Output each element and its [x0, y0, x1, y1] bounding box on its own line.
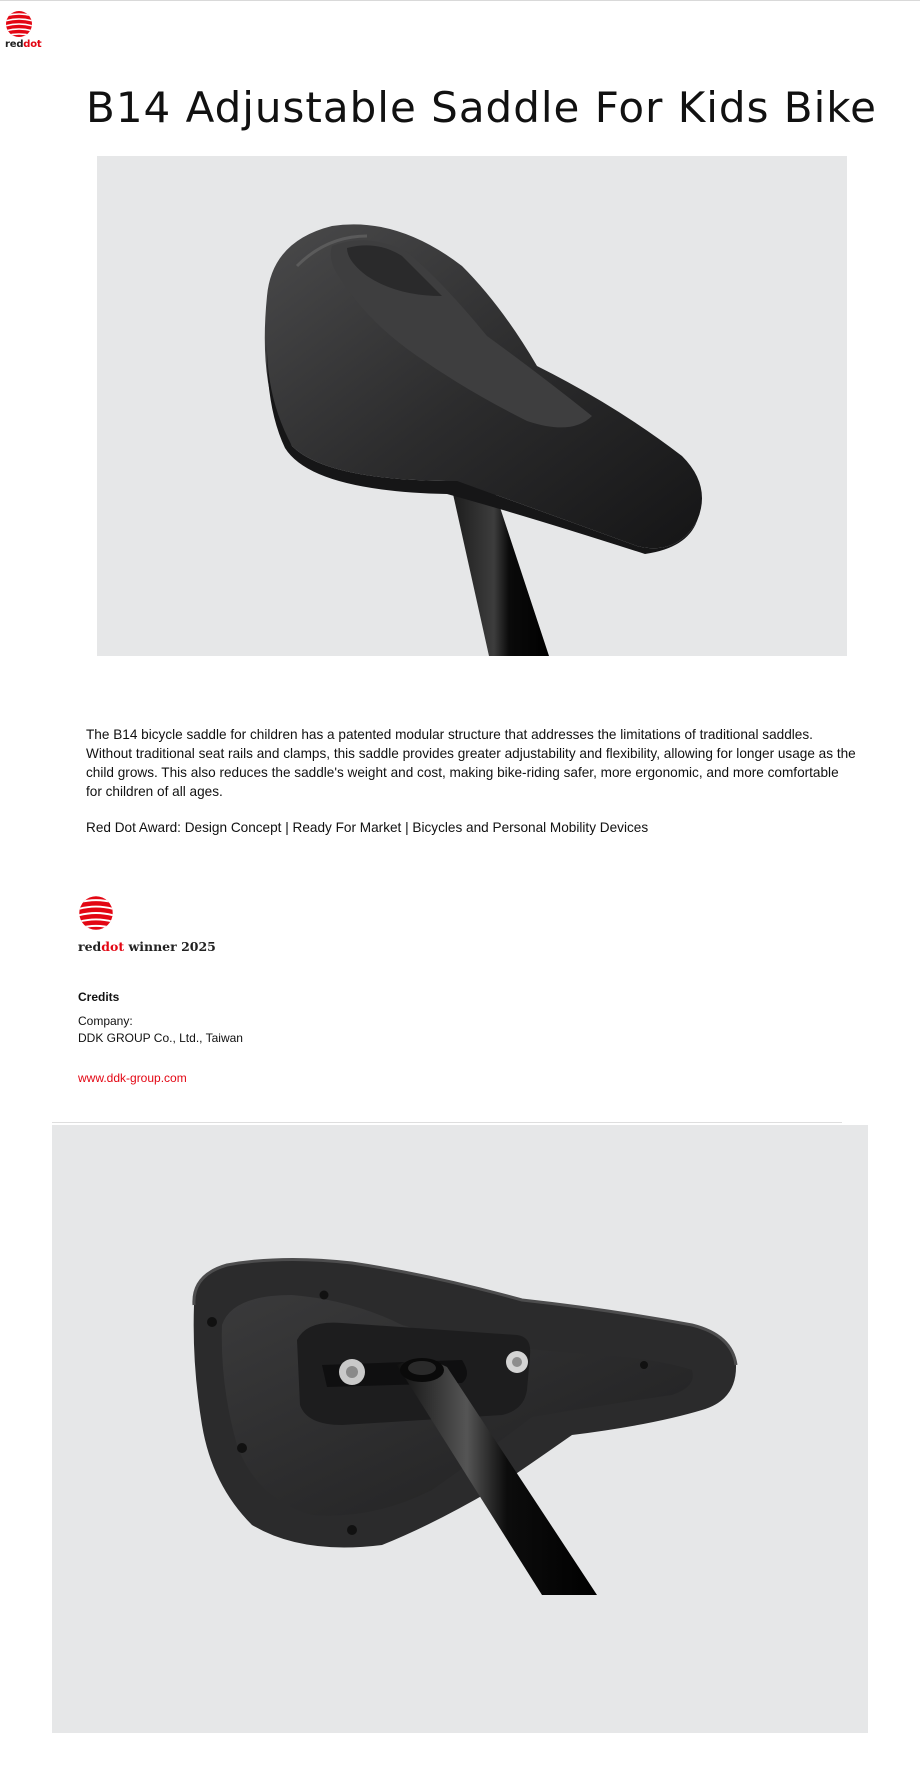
product-description: The B14 bicycle saddle for children has a patented modular structure that addresses the limitations of traditional saddles. Without traditional seat rails and clamps, this saddle provides greater adjustability and flexibility, allowing for longer usage as the child grows. This also reduces the saddle's weight and cost, making bike-riding safer, more ergonomic, and more comfortable for children of all ages. [86, 727, 856, 799]
company-name: DDK GROUP Co., Ltd., Taiwan [78, 1031, 243, 1045]
saddle-underside-view-image [52, 1125, 868, 1733]
award-categories: Red Dot Award: Design Concept | Ready For Market | Bicycles and Personal Mobility Devices [86, 820, 649, 835]
credits-company [78, 1013, 243, 1047]
gallery-image [52, 1125, 868, 1733]
reddot-winner-globe-icon [78, 895, 114, 931]
section-divider [52, 1122, 842, 1123]
company-label: Company: [78, 1014, 133, 1028]
saddle-side-view-image [97, 156, 847, 656]
credits-heading: Credits [78, 990, 120, 1004]
reddot-logo-text: reddot [5, 39, 42, 50]
hero-image [97, 156, 847, 656]
winner-badge-text: reddot winner 2025 [78, 939, 216, 954]
reddot-globe-icon [5, 10, 33, 38]
page-title: B14 Adjustable Saddle For Kids Bike [86, 83, 877, 132]
reddot-logo[interactable] [5, 10, 42, 51]
top-divider [0, 0, 920, 1]
reddot-winner-badge [78, 895, 216, 954]
company-website-link[interactable]: www.ddk-group.com [78, 1071, 187, 1085]
